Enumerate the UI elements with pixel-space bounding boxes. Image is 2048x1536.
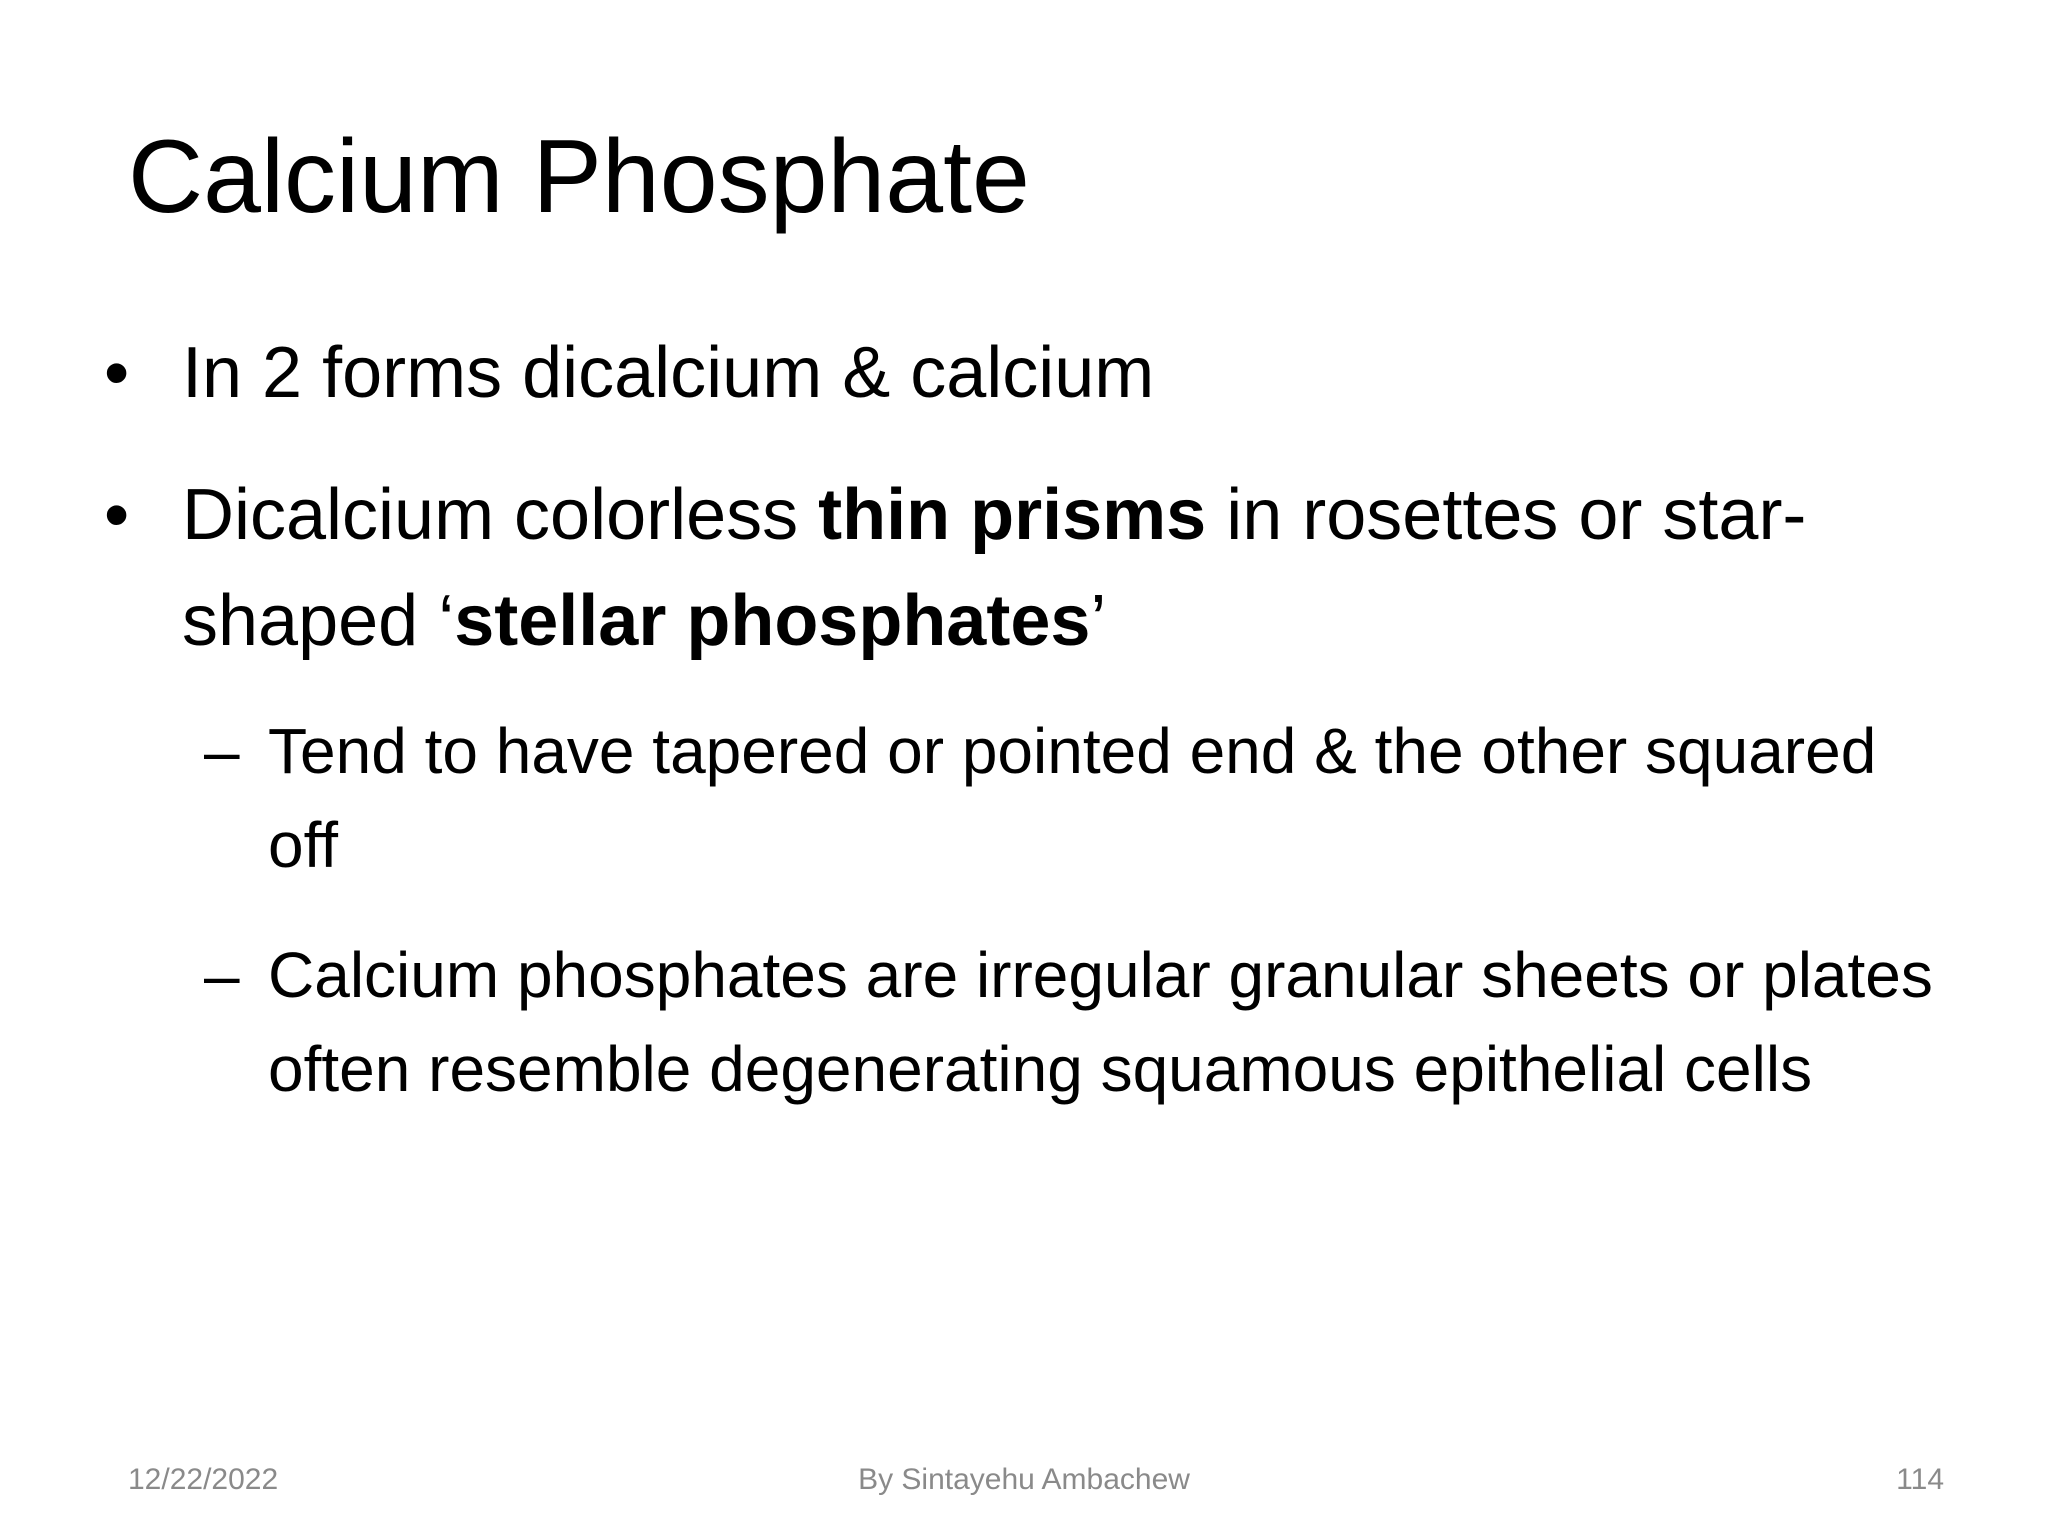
bullet-item: [104, 320, 1942, 426]
bullet-marker: •: [104, 475, 130, 555]
footer-date: 12/22/2022: [128, 1463, 279, 1496]
bullet-text: ’: [1090, 581, 1107, 661]
bullet-text: in rosettes or star-shaped ‘: [182, 475, 1807, 661]
bullet-marker: •: [104, 333, 130, 413]
sub-bullet-marker: –: [204, 715, 240, 787]
sub-bullet-text: Tend to have tapered or pointed end & the other squared off: [268, 715, 1877, 881]
sub-bullet-item: [204, 928, 1948, 1116]
bullet-text: In 2 forms dicalcium & calcium: [182, 333, 1155, 413]
slide-number: 114: [1896, 1463, 1944, 1496]
bullet-item: [104, 462, 1942, 674]
sub-bullet-item: [204, 704, 1948, 892]
footer-author: By Sintayehu Ambachew: [858, 1463, 1190, 1496]
bullet-emphasis: thin prisms: [818, 475, 1207, 555]
slide-title: Calcium Phosphate: [128, 119, 1030, 235]
bullet-emphasis: stellar phosphates: [454, 581, 1091, 661]
bullet-text: Dicalcium colorless: [182, 475, 819, 555]
sub-bullet-marker: –: [204, 939, 240, 1011]
sub-bullet-text: Calcium phosphates are irregular granular sheets or plates often resemble degenerating squamous epithelial cells: [268, 939, 1933, 1105]
